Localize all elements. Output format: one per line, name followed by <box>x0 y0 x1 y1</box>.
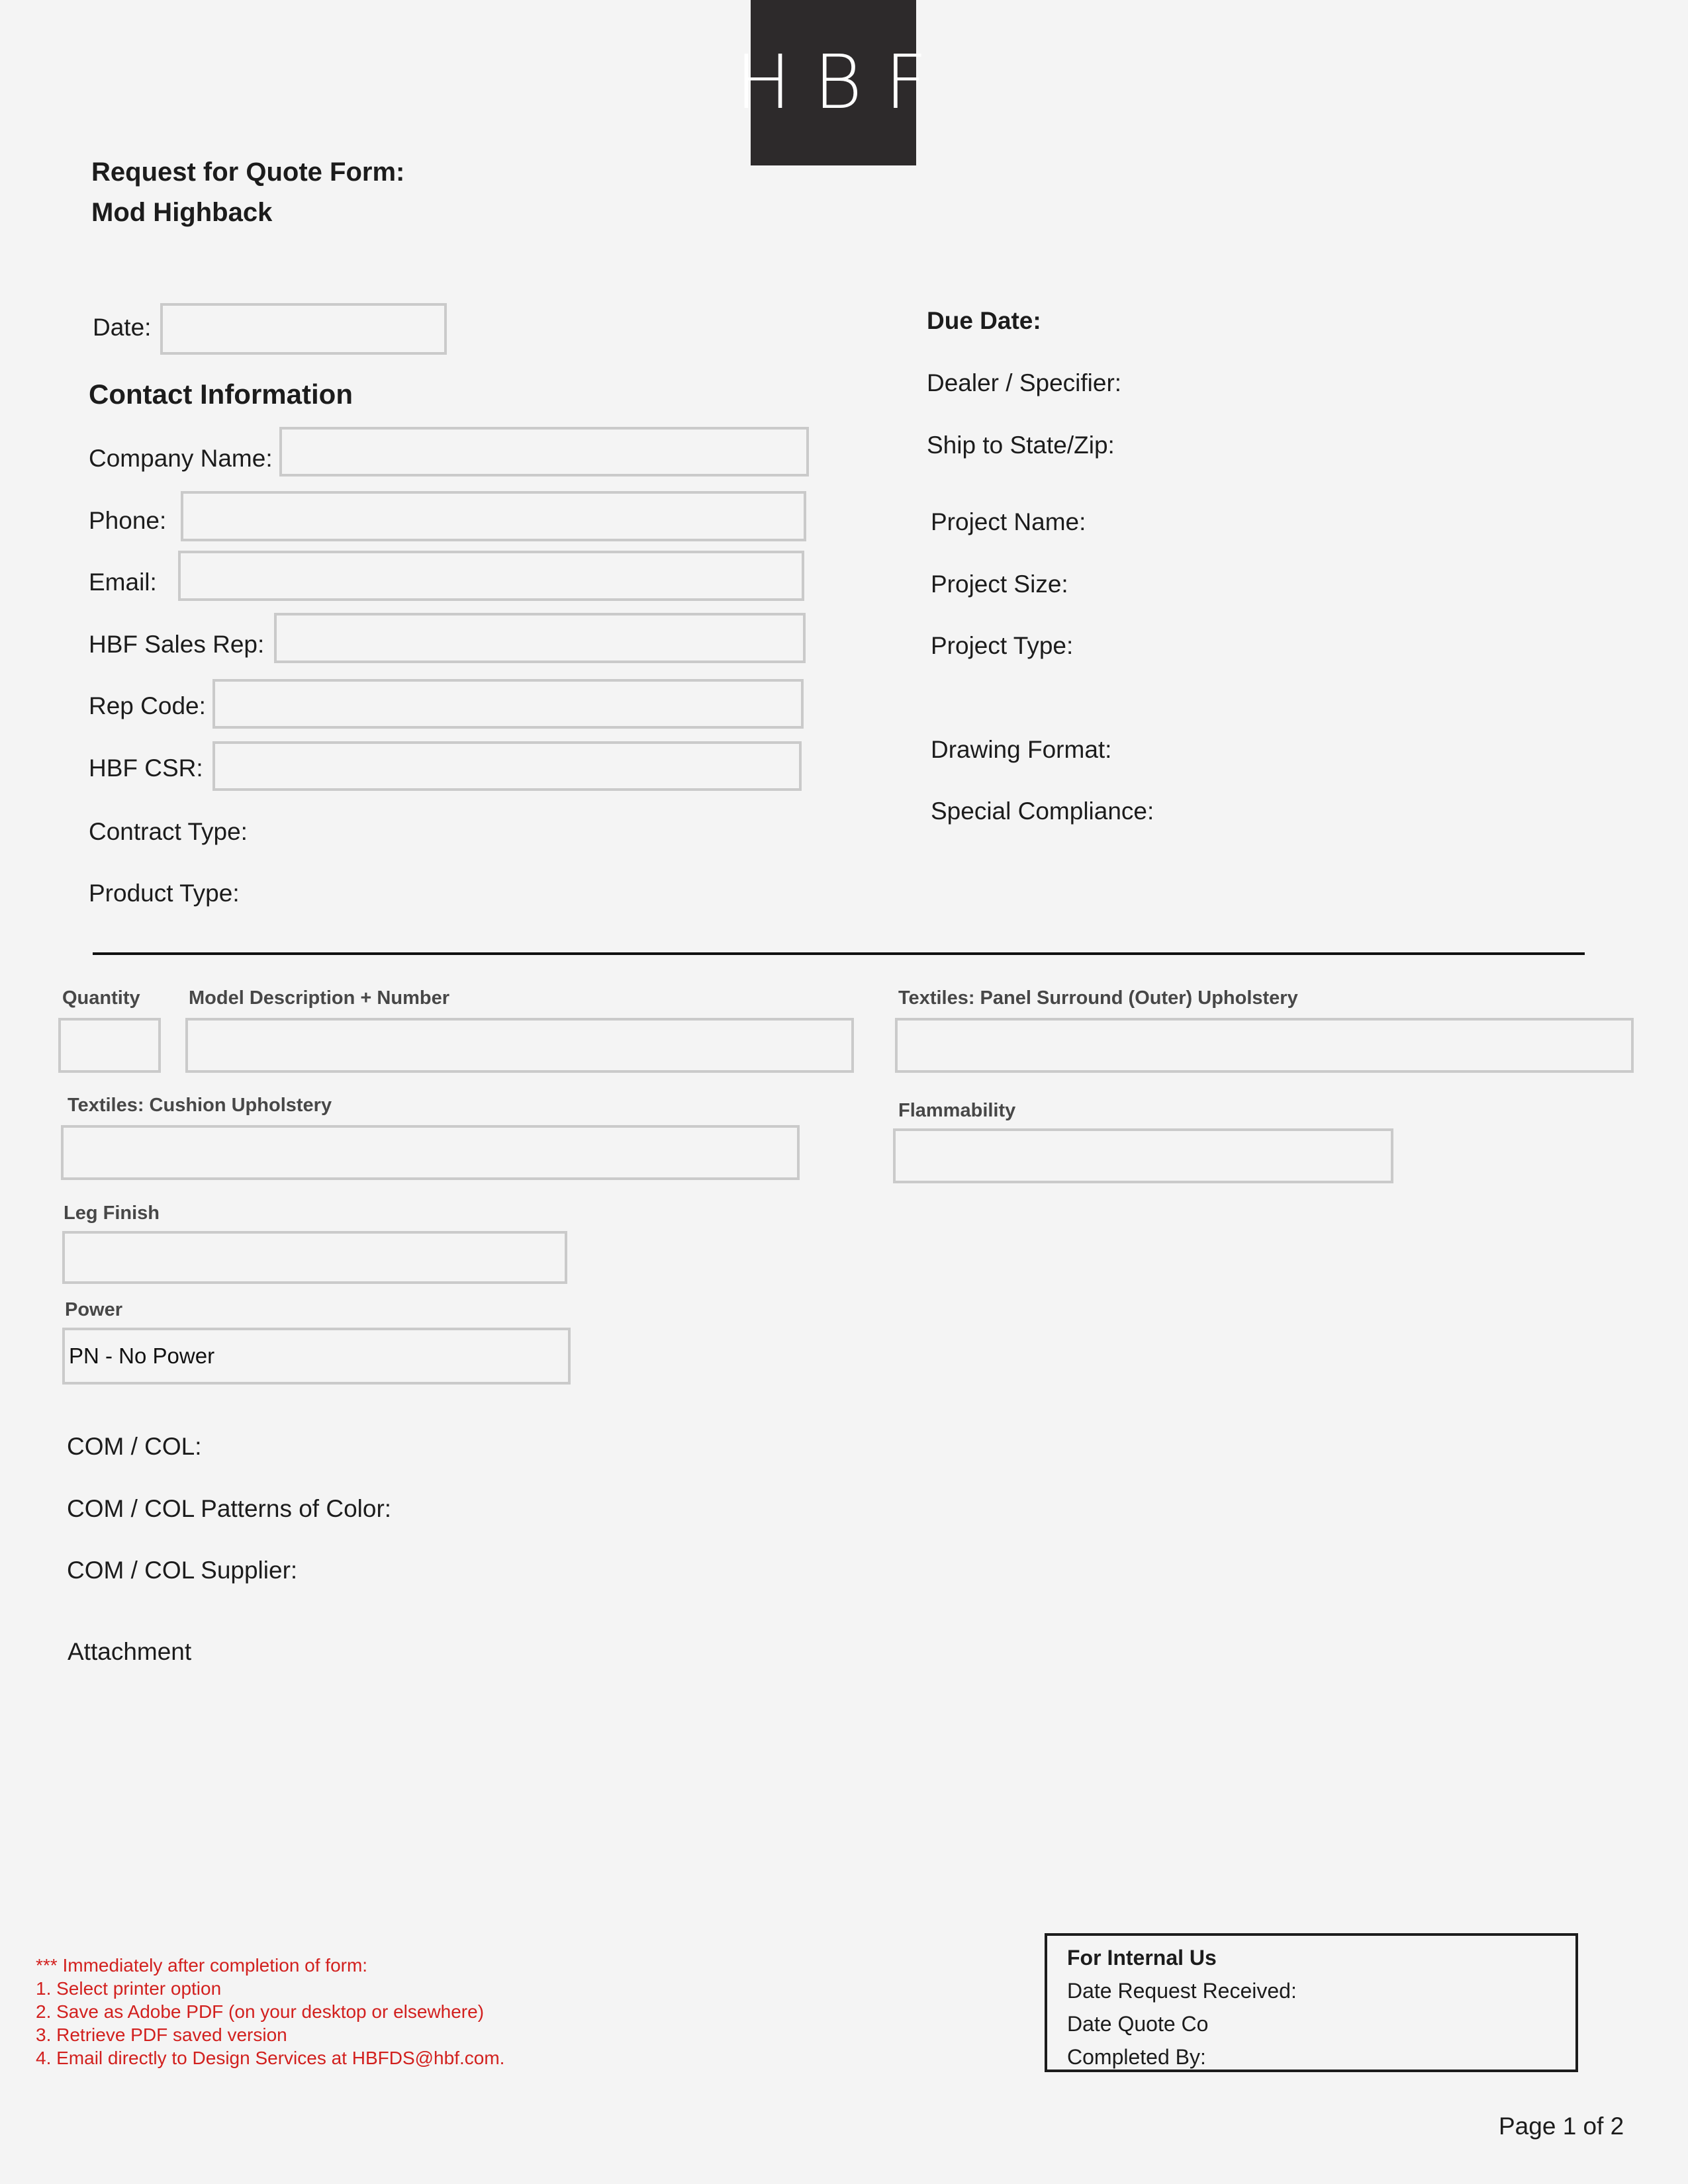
date-label: Date: <box>93 314 152 341</box>
section-divider <box>93 952 1585 955</box>
leg-finish-label: Leg Finish <box>64 1203 160 1224</box>
cushion-upholstery-field[interactable] <box>61 1125 800 1180</box>
internal-use-box <box>1045 1933 1578 2072</box>
company-name-label: Company Name: <box>89 445 273 472</box>
completed-by-label: Completed By: <box>1067 2045 1206 2069</box>
power-label: Power <box>65 1299 123 1320</box>
date-request-received-label: Date Request Received: <box>1067 1979 1297 2003</box>
instruction-line: 4. Email directly to Design Services at HBFDS@hbf.com. <box>36 2048 505 2068</box>
drawing-format-label: Drawing Format: <box>931 736 1112 763</box>
com-col-label: COM / COL: <box>67 1433 202 1460</box>
rep-code-label: Rep Code: <box>89 692 206 719</box>
model-description-field[interactable] <box>185 1018 854 1073</box>
ship-to-label: Ship to State/Zip: <box>927 432 1115 459</box>
project-name-label: Project Name: <box>931 508 1086 535</box>
product-type-label: Product Type: <box>89 880 240 907</box>
form-subtitle: Mod Highback <box>91 198 273 227</box>
quantity-label: Quantity <box>62 987 140 1009</box>
contract-type-label: Contract Type: <box>89 818 248 845</box>
instruction-line: 3. Retrieve PDF saved version <box>36 2025 287 2045</box>
date-quote-label: Date Quote Co <box>1067 2012 1209 2036</box>
cushion-upholstery-label: Textiles: Cushion Upholstery <box>68 1095 332 1116</box>
com-col-patterns-label: COM / COL Patterns of Color: <box>67 1495 392 1522</box>
panel-upholstery-field[interactable] <box>895 1018 1634 1073</box>
company-name-field[interactable] <box>279 427 809 477</box>
panel-upholstery-label: Textiles: Panel Surround (Outer) Upholstery <box>898 987 1298 1009</box>
power-field[interactable] <box>62 1328 571 1385</box>
instruction-line: 1. Select printer option <box>36 1978 222 1999</box>
dealer-specifier-label: Dealer / Specifier: <box>927 369 1122 396</box>
model-description-label: Model Description + Number <box>189 987 449 1009</box>
instruction-line: 2. Save as Adobe PDF (on your desktop or elsewhere) <box>36 2001 485 2022</box>
sales-rep-field[interactable] <box>274 613 806 663</box>
page-number: Page 1 of 2 <box>1499 2113 1624 2140</box>
special-compliance-label: Special Compliance: <box>931 797 1154 825</box>
rep-code-field[interactable] <box>212 679 804 729</box>
due-date-label: Due Date: <box>927 307 1041 334</box>
project-size-label: Project Size: <box>931 570 1068 598</box>
phone-label: Phone: <box>89 507 167 534</box>
internal-use-heading: For Internal Us <box>1067 1946 1217 1970</box>
form-title: Request for Quote Form: <box>91 158 405 187</box>
quantity-field[interactable] <box>58 1018 161 1073</box>
instruction-line: *** Immediately after completion of form: <box>36 1955 368 1976</box>
com-col-supplier-label: COM / COL Supplier: <box>67 1557 298 1584</box>
instructions-note <box>36 1954 504 2070</box>
project-type-label: Project Type: <box>931 632 1074 659</box>
flammability-field[interactable] <box>893 1128 1393 1183</box>
attachment-label[interactable]: Attachment <box>68 1638 192 1665</box>
flammability-label: Flammability <box>898 1100 1016 1121</box>
date-field[interactable] <box>160 303 447 355</box>
sales-rep-label: HBF Sales Rep: <box>89 631 265 658</box>
csr-field[interactable] <box>212 741 802 791</box>
email-field[interactable] <box>178 551 804 601</box>
email-label: Email: <box>89 569 157 596</box>
hbf-logo: HBF <box>751 0 916 165</box>
phone-field[interactable] <box>181 491 806 541</box>
leg-finish-field[interactable] <box>62 1231 567 1284</box>
csr-label: HBF CSR: <box>89 754 203 782</box>
contact-heading: Contact Information <box>89 379 353 410</box>
